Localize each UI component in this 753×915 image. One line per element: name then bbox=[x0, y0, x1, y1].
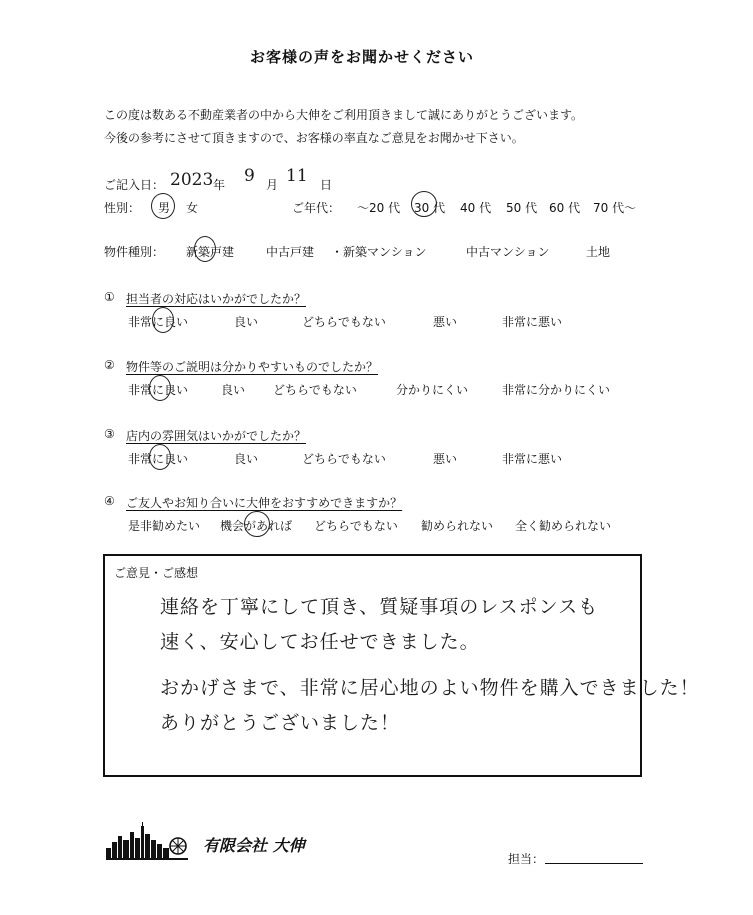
q1-option-4[interactable]: 悪い bbox=[433, 315, 458, 329]
q2-option-1[interactable]: 非常に良い bbox=[128, 383, 189, 397]
intro-line-1: この度は数ある不動産業者の中から大伸をご利用頂きまして誠にありがとうございます。 bbox=[104, 108, 584, 122]
age-selection-circle bbox=[411, 191, 437, 217]
entry-year: 2023 bbox=[170, 170, 214, 190]
gender-label: 性別： bbox=[104, 201, 141, 215]
comment-line-1: 連絡を丁寧にして頂き、質疑事項のレスポンスも bbox=[160, 596, 599, 618]
question-2-number: ② bbox=[104, 358, 115, 372]
entry-month: 9 bbox=[244, 166, 255, 186]
staff-label: 担当： bbox=[508, 852, 545, 866]
q3-option-2[interactable]: 良い bbox=[234, 452, 259, 466]
comment-line-3: おかげさまで、非常に居心地のよい物件を購入できました！ bbox=[160, 677, 700, 699]
property-option-new-mansion[interactable]: ・新築マンション bbox=[331, 245, 427, 259]
intro-line-2: 今後の参考にさせて頂きますので、お客様の率直なご意見をお聞かせ下さい。 bbox=[104, 131, 524, 145]
q3-option-1[interactable]: 非常に良い bbox=[128, 452, 189, 466]
property-option-used-house[interactable]: 中古戸建 bbox=[266, 245, 315, 259]
q4-option-5[interactable]: 全く勧められない bbox=[515, 519, 612, 533]
q1-option-3[interactable]: どちらでもない bbox=[302, 315, 386, 329]
question-3-number: ③ bbox=[104, 427, 115, 441]
age-option-70[interactable]: 70 代～ bbox=[593, 201, 637, 215]
page-title: お客様の声をお聞かせください bbox=[250, 48, 475, 66]
comment-line-4: ありがとうございました！ bbox=[160, 712, 401, 734]
gender-option-male[interactable]: 男 bbox=[158, 201, 171, 215]
staff-signature-line[interactable] bbox=[545, 863, 643, 864]
property-type-label: 物件種別： bbox=[104, 245, 165, 259]
q4-option-2[interactable]: 機会があれば bbox=[220, 519, 293, 533]
q1-selection-circle bbox=[152, 307, 174, 333]
q2-option-2[interactable]: 良い bbox=[221, 383, 246, 397]
q2-selection-circle bbox=[149, 375, 171, 401]
entry-day-unit: 日 bbox=[320, 178, 333, 192]
city-skyline-logo-icon bbox=[106, 822, 188, 860]
property-option-land[interactable]: 土地 bbox=[586, 245, 611, 259]
property-selection-circle bbox=[194, 236, 216, 262]
q4-option-4[interactable]: 勧められない bbox=[421, 519, 494, 533]
question-4-number: ④ bbox=[104, 494, 115, 508]
question-2-text: 物件等のご説明は分かりやすいものでしたか？ bbox=[126, 360, 379, 374]
age-label: ご年代： bbox=[292, 201, 341, 215]
property-option-new-house[interactable]: 新築戸建 bbox=[186, 245, 235, 259]
gender-option-female[interactable]: 女 bbox=[186, 201, 199, 215]
entry-month-unit: 月 bbox=[266, 178, 279, 192]
question-1-text: 担当者の対応はいかがでしたか？ bbox=[126, 292, 307, 306]
age-option-30[interactable]: 30 代 bbox=[414, 201, 446, 215]
age-option-60[interactable]: 60 代 bbox=[549, 201, 581, 215]
entry-year-unit: 年 bbox=[213, 178, 226, 192]
age-option-50[interactable]: 50 代 bbox=[506, 201, 538, 215]
q2-option-5[interactable]: 非常に分かりにくい bbox=[502, 383, 611, 397]
q1-option-1[interactable]: 非常に良い bbox=[128, 315, 189, 329]
q4-option-1[interactable]: 是非勧めたい bbox=[128, 519, 201, 533]
q4-option-3[interactable]: どちらでもない bbox=[314, 519, 398, 533]
q1-option-2[interactable]: 良い bbox=[234, 315, 259, 329]
q2-option-3[interactable]: どちらでもない bbox=[273, 383, 357, 397]
q3-option-5[interactable]: 非常に悪い bbox=[502, 452, 563, 466]
q3-option-4[interactable]: 悪い bbox=[433, 452, 458, 466]
q2-option-4[interactable]: 分かりにくい bbox=[396, 383, 469, 397]
question-4-text: ご友人やお知り合いに大伸をおすすめできますか？ bbox=[126, 496, 403, 510]
q4-selection-circle bbox=[244, 511, 270, 537]
company-name: 有限会社 大伸 bbox=[203, 836, 305, 855]
age-option-40[interactable]: 40 代 bbox=[460, 201, 492, 215]
question-1-number: ① bbox=[104, 290, 115, 304]
question-3-text: 店内の雰囲気はいかがでしたか？ bbox=[126, 429, 307, 443]
comments-box bbox=[103, 554, 642, 777]
entry-date-label: ご記入日： bbox=[104, 178, 165, 192]
age-option-20[interactable]: ～20 代 bbox=[357, 201, 401, 215]
comment-line-2: 速く、安心してお任せできました。 bbox=[160, 631, 480, 653]
q3-option-3[interactable]: どちらでもない bbox=[302, 452, 386, 466]
comments-label: ご意見・ご感想 bbox=[114, 566, 199, 580]
q3-selection-circle bbox=[149, 444, 171, 470]
q1-option-5[interactable]: 非常に悪い bbox=[502, 315, 563, 329]
entry-day: 11 bbox=[286, 166, 308, 186]
gender-selection-circle bbox=[151, 193, 175, 219]
property-option-used-mansion[interactable]: 中古マンション bbox=[466, 245, 550, 259]
